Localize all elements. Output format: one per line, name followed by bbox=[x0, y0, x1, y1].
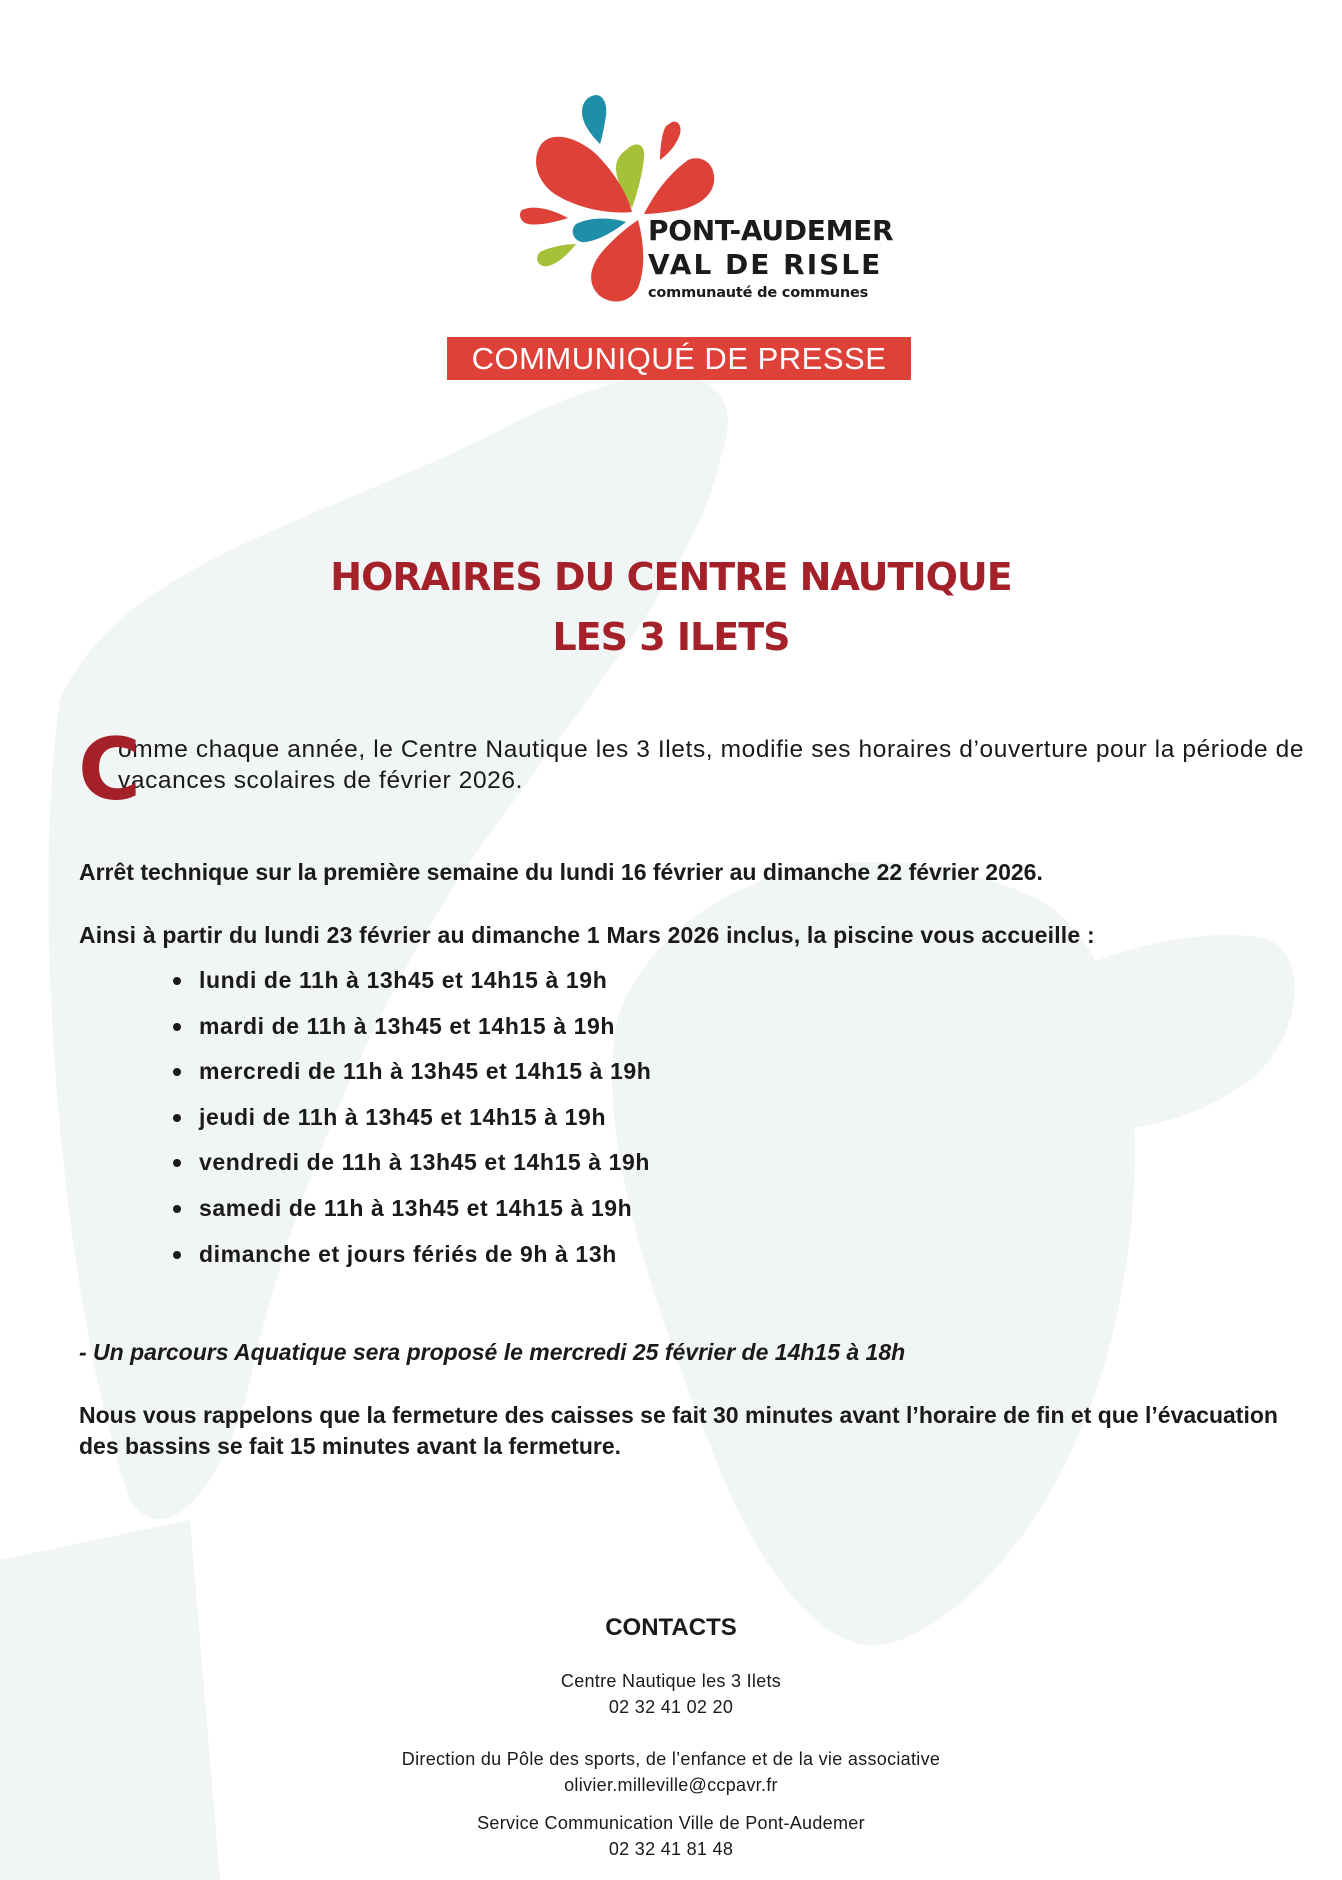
logo-petal-teal-top bbox=[582, 95, 606, 144]
schedule-friday: vendredi de 11h à 13h45 et 14h15 à 19h bbox=[199, 1149, 651, 1176]
intro-paragraph bbox=[78, 720, 1308, 820]
logo-petal-red-left-small bbox=[520, 208, 568, 225]
logo-petal-red-small bbox=[660, 122, 681, 160]
contact-block bbox=[0, 1668, 1342, 1720]
contacts-heading: CONTACTS bbox=[605, 1614, 737, 1641]
list-item bbox=[170, 1193, 651, 1239]
opening-hours-list bbox=[170, 965, 651, 1284]
contact-name: Centre Nautique les 3 Ilets bbox=[560, 1671, 782, 1691]
schedule-sunday-holidays: dimanche et jours fériés de 9h à 13h bbox=[199, 1240, 617, 1267]
schedule-intro: Ainsi à partir du lundi 23 février au dimanche 1 Mars 2026 inclus, la piscine vous accueille : bbox=[79, 922, 1095, 948]
logo-petal-green-bottom bbox=[537, 244, 576, 266]
list-item bbox=[170, 1147, 651, 1193]
logo-line-pont-audemer: PONT-AUDEMER bbox=[648, 214, 894, 247]
contact-phone: 02 32 41 81 48 bbox=[608, 1839, 734, 1859]
logo-line-communaute: communauté de communes bbox=[648, 285, 869, 301]
contact-phone: 02 32 41 02 20 bbox=[608, 1697, 734, 1717]
schedule-wednesday: mercredi de 11h à 13h45 et 14h15 à 19h bbox=[199, 1058, 652, 1085]
page-title-line-2: LES 3 ILETS bbox=[552, 615, 790, 659]
organization-logo-text bbox=[648, 214, 894, 304]
logo-petal-red-right bbox=[644, 158, 714, 214]
contact-block bbox=[0, 1810, 1342, 1862]
bullet-icon bbox=[173, 1068, 181, 1076]
contact-block bbox=[0, 1746, 1342, 1798]
contact-email: olivier.milleville@ccpavr.fr bbox=[564, 1775, 778, 1795]
schedule-monday: lundi de 11h à 13h45 et 14h15 à 19h bbox=[199, 967, 608, 993]
schedule-tuesday: mardi de 11h à 13h45 et 14h15 à 19h bbox=[199, 1012, 616, 1039]
bullet-icon bbox=[173, 1023, 181, 1031]
schedule-thursday: jeudi de 11h à 13h45 et 14h15 à 19h bbox=[199, 1103, 607, 1130]
intro-text: omme chaque année, le Centre Nautique les 3 Ilets, modifie ses horaires d’ouverture pour la période de vacances scolaires de février 2026. bbox=[118, 736, 1305, 794]
bullet-icon bbox=[173, 1114, 181, 1122]
bullet-icon bbox=[173, 977, 181, 985]
logo-line-val-de-risle: VAL DE RISLE bbox=[648, 248, 883, 281]
contact-name: Service Communication Ville de Pont-Audemer bbox=[477, 1813, 865, 1833]
contact-name: Direction du Pôle des sports, de l’enfance et de la vie associative bbox=[401, 1749, 941, 1769]
list-item bbox=[170, 965, 651, 1011]
drop-cap: C bbox=[78, 720, 142, 820]
list-item bbox=[170, 1102, 651, 1148]
bullet-icon bbox=[173, 1205, 181, 1213]
list-item bbox=[170, 1056, 651, 1102]
list-item bbox=[170, 1011, 651, 1057]
bullet-icon bbox=[173, 1159, 181, 1167]
closing-reminder: Nous vous rappelons que la fermeture des caisses se fait 30 minutes avant l’horaire de fin et que l’évacuation des bassins se fait 15 minutes avant la fermeture. bbox=[79, 1402, 1278, 1459]
closure-notice: Arrêt technique sur la première semaine du lundi 16 février au dimanche 22 février 2026. bbox=[79, 859, 1043, 885]
press-release-banner: COMMUNIQUÉ DE PRESSE bbox=[447, 337, 911, 380]
list-item bbox=[170, 1239, 651, 1285]
bullet-icon bbox=[173, 1251, 181, 1259]
special-event-note: - Un parcours Aquatique sera proposé le mercredi 25 février de 14h15 à 18h bbox=[79, 1339, 906, 1365]
page-title-line-1: HORAIRES DU CENTRE NAUTIQUE bbox=[330, 555, 1012, 599]
schedule-saturday: samedi de 11h à 13h45 et 14h15 à 19h bbox=[199, 1194, 633, 1221]
